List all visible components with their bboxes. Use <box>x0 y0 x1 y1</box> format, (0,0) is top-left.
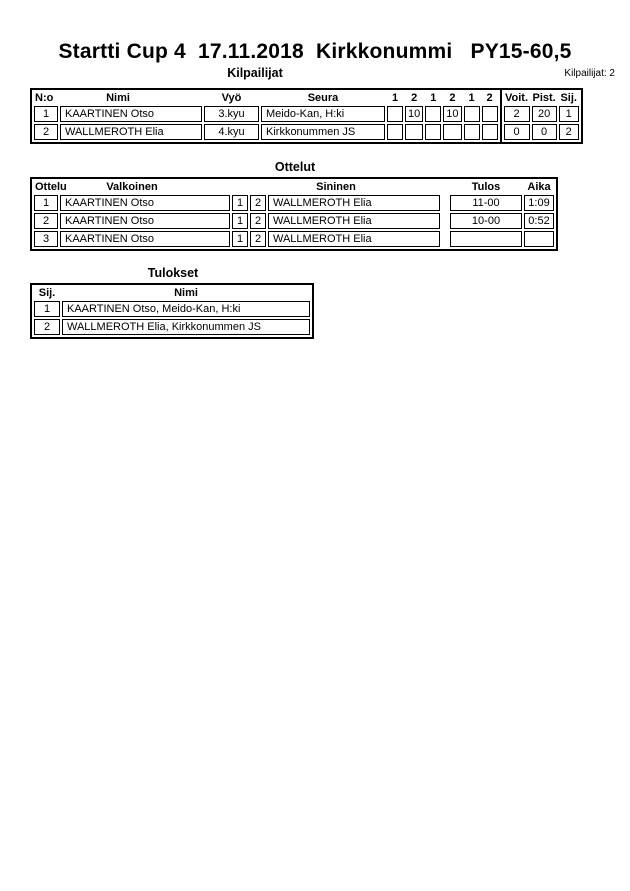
competitor-score-cell: 10 <box>443 106 461 122</box>
match-white-score-cell: 1 <box>232 195 248 211</box>
header-no-and-name <box>34 92 202 104</box>
competitor-score-cell <box>405 124 423 140</box>
header-score-5: 1 <box>468 92 475 104</box>
competitor-score-cell <box>425 106 441 122</box>
competitors-table-main <box>32 90 500 142</box>
results-header-row <box>34 287 310 299</box>
match-row <box>34 195 554 211</box>
header-summary-2: Pist. <box>532 92 556 104</box>
match-result-cell <box>450 231 522 247</box>
competitor-score-cell <box>482 124 498 140</box>
match-time-cell: 0:52 <box>524 213 554 229</box>
result-place-cell: 2 <box>34 319 60 335</box>
header-match: Ottelu <box>35 181 67 193</box>
competitor-place-cell: 2 <box>559 124 579 140</box>
match-white-name-cell: KAARTINEN Otso <box>60 231 230 247</box>
header-gap <box>442 181 448 193</box>
result-place-cell: 1 <box>34 301 60 317</box>
competitor-score-cell <box>464 106 480 122</box>
header-belt: Vyö <box>221 92 242 104</box>
competitor-score-cell: 10 <box>405 106 423 122</box>
matches-section-heading: Ottelut <box>274 160 316 174</box>
match-number-cell: 2 <box>34 213 58 229</box>
competitor-summary-row <box>504 124 579 140</box>
header-place: Sij. <box>38 287 56 299</box>
competitor-club-cell: Meido-Kan, H:ki <box>261 106 385 122</box>
header-score-2: 2 <box>411 92 418 104</box>
match-row <box>34 231 554 247</box>
header-club: Seura <box>307 92 339 104</box>
header-blue: Sininen <box>316 181 356 193</box>
competitor-number-cell: 2 <box>34 124 58 140</box>
header-summary-3: Sij. <box>560 92 577 104</box>
match-result-cell: 10-00 <box>450 213 522 229</box>
competitor-belt-cell: 4.kyu <box>204 124 259 140</box>
match-time-cell <box>524 231 554 247</box>
competitor-score-cell <box>482 106 498 122</box>
header-result-name: Nimi <box>174 287 198 299</box>
competitor-name-cell: WALLMEROTH Elia <box>60 124 202 140</box>
competitor-score-cell <box>425 124 441 140</box>
header-no: N:o <box>35 92 54 104</box>
match-white-name-cell: KAARTINEN Otso <box>60 213 230 229</box>
competitor-name-cell: KAARTINEN Otso <box>60 106 202 122</box>
match-white-score-cell: 1 <box>232 213 248 229</box>
header-name: Nimi <box>106 92 130 104</box>
header-score-1: 1 <box>391 92 399 104</box>
competitor-score-cell <box>464 124 480 140</box>
competitor-wins-cell: 0 <box>504 124 530 140</box>
gap-cell <box>442 231 448 247</box>
match-blue-score-cell: 2 <box>250 213 266 229</box>
match-row <box>34 213 554 229</box>
result-name-cell: KAARTINEN Otso, Meido-Kan, H:ki <box>62 301 310 317</box>
header-white: Valkoinen <box>106 181 158 193</box>
match-number-cell: 3 <box>34 231 58 247</box>
competitor-score-cell <box>387 124 403 140</box>
competitor-place-cell: 1 <box>559 106 579 122</box>
competitor-points-cell: 0 <box>532 124 557 140</box>
header-summary-1: Voit. <box>504 92 528 104</box>
match-white-score-cell: 1 <box>232 231 248 247</box>
match-blue-name-cell: WALLMEROTH Elia <box>268 195 440 211</box>
header-time: Aika <box>527 181 551 193</box>
header-match-and-white <box>34 181 230 193</box>
match-blue-score-cell: 2 <box>250 195 266 211</box>
competitor-count-label: Kilpailijat: 2 <box>564 68 615 79</box>
header-score-4: 2 <box>449 92 456 104</box>
match-time-cell: 1:09 <box>524 195 554 211</box>
results-table <box>30 283 314 339</box>
match-blue-name-cell: WALLMEROTH Elia <box>268 213 440 229</box>
competitors-table-summary <box>502 90 581 142</box>
result-row <box>34 301 310 317</box>
results-table-inner <box>32 285 312 337</box>
competitors-header-row <box>34 92 498 104</box>
competitor-score-cell <box>443 124 461 140</box>
competitor-belt-cell: 3.kyu <box>204 106 259 122</box>
competitors-table <box>30 88 583 144</box>
header-result: Tulos <box>471 181 501 193</box>
summary-header-row <box>504 92 579 104</box>
match-blue-score-cell: 2 <box>250 231 266 247</box>
competitor-score-cell <box>387 106 403 122</box>
gap-cell <box>442 213 448 229</box>
match-white-name-cell: KAARTINEN Otso <box>60 195 230 211</box>
competitor-points-cell: 20 <box>532 106 557 122</box>
page-title: Startti Cup 4 17.11.2018 Kirkkonummi PY15-60,5 <box>58 40 572 63</box>
competitor-row <box>34 124 498 140</box>
competitors-section-heading: Kilpailijat <box>227 66 283 80</box>
competitor-wins-cell: 2 <box>504 106 530 122</box>
matches-header-row <box>34 181 554 193</box>
results-section-heading: Tulokset <box>147 266 199 280</box>
result-row <box>34 319 310 335</box>
competitor-summary-row <box>504 106 579 122</box>
competitor-club-cell: Kirkkonummen JS <box>261 124 385 140</box>
result-name-cell: WALLMEROTH Elia, Kirkkonummen JS <box>62 319 310 335</box>
header-score-3: 1 <box>430 92 437 104</box>
matches-table <box>30 177 558 251</box>
match-number-cell: 1 <box>34 195 58 211</box>
gap-cell <box>442 195 448 211</box>
match-blue-name-cell: WALLMEROTH Elia <box>268 231 440 247</box>
matches-table-inner <box>32 179 556 249</box>
match-result-cell: 11-00 <box>450 195 522 211</box>
competitor-number-cell: 1 <box>34 106 58 122</box>
competitor-row <box>34 106 498 122</box>
header-score-6: 2 <box>486 92 493 104</box>
